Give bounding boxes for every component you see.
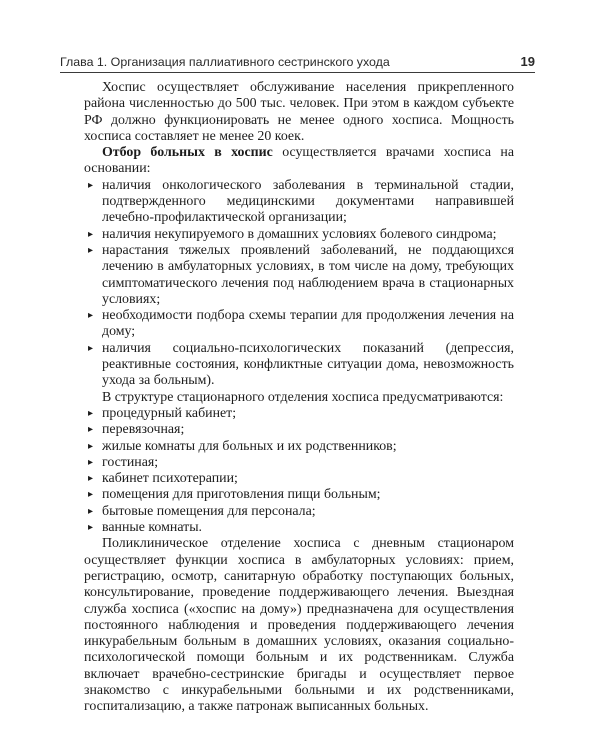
list-item: ▸ нарастания тяжелых проявлений заболеваний, не поддающихся лечению в амбулаторных условиях, в том числе на дому, требующих симптоматического лечения под наблюдением врача в стационарных условиях; bbox=[88, 242, 514, 307]
list-item: ▸ перевязочная; bbox=[88, 422, 185, 438]
paragraph-patient-selection bbox=[84, 145, 514, 178]
list-item: ▸ бытовые помещения для персонала; bbox=[88, 503, 316, 519]
list-item: ▸ наличия некупируемого в домашних условиях болевого синдрома; bbox=[88, 226, 497, 242]
list-item: ▸ жилые комнаты для больных и их родственников; bbox=[88, 438, 397, 454]
bullet-icon: ▸ bbox=[88, 244, 94, 256]
paragraph-outpatient: Поликлиническое отделение хосписа с дневным стационаром осуществляет функции хосписа в амбулаторных условиях: прием, регистрацию, осмотр, санитарную обработку поступающих больных, консультирование, проведение поддерживающего лечения. Выездная служба хосписа («хоспис на дому») предназначена для осуществления постоянного наблюдения и проведения поддерживающего лечения инкурабельным больным в домашних условиях, оказания социально-психологической помощи больным и их родственникам. Служба включает врачебно-сестринские бригады и осуществляет первое знакомство с инкурабельными больными и их родственниками, госпитализацию, а также патронаж выписанных больных. bbox=[84, 536, 514, 715]
bullet-icon: ▸ bbox=[88, 505, 94, 517]
selection-text: осуществляется врачами хосписа на основании: bbox=[84, 145, 514, 177]
page-body bbox=[84, 80, 514, 716]
facilities-list bbox=[84, 406, 514, 536]
paragraph-structure: В структуре стационарного отделения хосписа предусматриваются: bbox=[102, 389, 504, 405]
bullet-icon: ▸ bbox=[88, 228, 94, 240]
list-item: ▸ кабинет психотерапии; bbox=[88, 471, 238, 487]
selection-lead: Отбор больных в хоспис bbox=[102, 145, 273, 161]
bullet-icon: ▸ bbox=[88, 424, 94, 436]
list-item: ▸ процедурный кабинет; bbox=[88, 405, 237, 421]
paragraph-hospice-service: Хоспис осуществляет обслуживание населения прикрепленного района численностью до 500 тыс. человек. При этом в каждом субъекте РФ должно функционировать не менее одного хосписа. Мощность хосписа составляет не менее 20 коек. bbox=[84, 80, 514, 144]
list-item: ▸ необходимости подбора схемы терапии для продолжения лечения на дому; bbox=[88, 308, 514, 340]
chapter-title: Глава 1. Организация паллиативного сестринского ухода bbox=[60, 55, 390, 69]
running-header bbox=[60, 54, 535, 73]
bullet-icon: ▸ bbox=[88, 342, 94, 354]
selection-criteria-list bbox=[84, 178, 514, 390]
bullet-icon: ▸ bbox=[88, 407, 94, 419]
list-item: ▸ помещения для приготовления пищи больным; bbox=[88, 487, 381, 503]
bullet-icon: ▸ bbox=[88, 440, 94, 452]
bullet-icon: ▸ bbox=[88, 456, 94, 468]
page-number: 19 bbox=[520, 54, 535, 69]
bullet-icon: ▸ bbox=[88, 310, 94, 322]
bullet-icon: ▸ bbox=[88, 179, 94, 191]
list-item: ▸ ванные комнаты. bbox=[88, 520, 203, 536]
bullet-icon: ▸ bbox=[88, 473, 94, 485]
bullet-icon: ▸ bbox=[88, 522, 94, 534]
list-item: ▸ гостиная; bbox=[88, 454, 159, 470]
bullet-icon: ▸ bbox=[88, 489, 94, 501]
list-item: ▸ наличия онкологического заболевания в терминальной стадии, подтвержденного медицинскими документами направившей лечебно-профилактической организации; bbox=[88, 177, 514, 226]
list-item: ▸ наличия социально-психологических показаний (депрессия, реактивные состояния, конфликтные ситуации дома, невозможность ухода за больным). bbox=[88, 340, 514, 389]
